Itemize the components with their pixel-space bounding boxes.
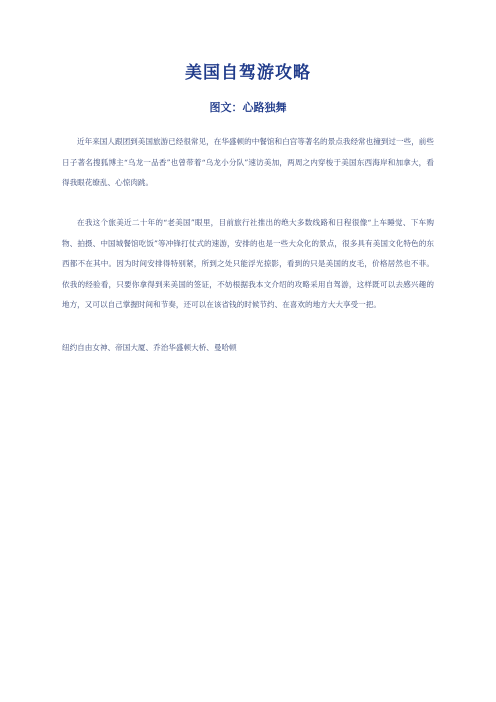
image-caption: 纽约自由女神、帝国大厦、乔治华盛顿大桥、曼哈顿 (62, 343, 237, 352)
page-title: 美国自驾游攻略 (185, 63, 311, 83)
body-paragraph-1: 近年来国人跟团到美国旅游已经很常见，在华盛顿的中餐馆和白宫等著名的景点我经常也撞到过一些，前些日子著名搜狐博主“乌龙一品香”也曾带着“乌龙小分队”速访美加，两周之内穿梭于美国东西海岸和加拿大，看得我眼花缭乱、心惊肉跳。 (62, 137, 434, 187)
byline: 图文：心路独舞 (209, 101, 287, 114)
body-paragraph-2: 在我这个旅美近二十年的“老美国”眼里，目前旅行社推出的绝大多数线路和日程很像“上车睡觉、下车购物、拍摄、中国城餐馆吃饭”等冲锋打仗式的速游，安排的也是一些大众化的景点，很多具有美国文化特色的东西都不在其中。因为时间安排得特别紧，所到之处只能浮光掠影，看到的只是美国的皮毛，价格居然也不菲。依我的经验看，只要你拿得到来美国的签证，不妨根据我本文介绍的攻略采用自驾游，这样既可以去感兴趣的地方，又可以自己掌握时间和节奏，还可以在该省钱的时候节约、在喜欢的地方大大享受一把。 (62, 218, 434, 309)
